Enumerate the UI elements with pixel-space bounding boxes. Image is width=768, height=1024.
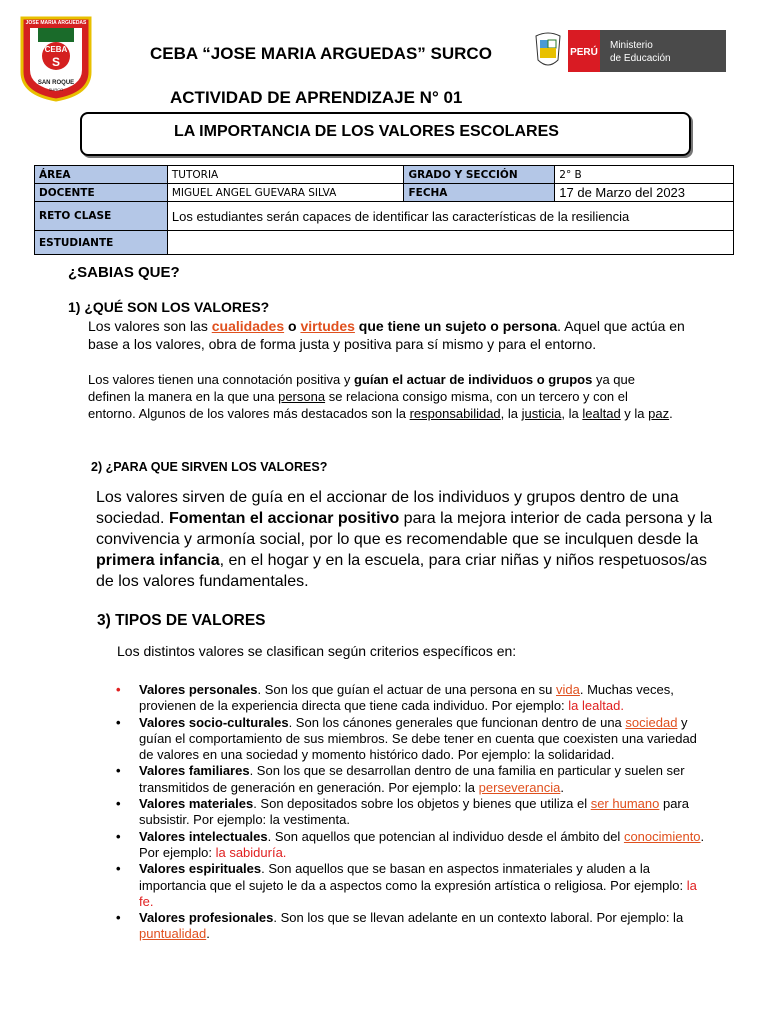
section1-paragraph1: Los valores son las cualidades o virtudes que tiene un sujeto o persona. Aquel que actúa en base a los valores, obra de forma justa y positiva para sí mismo y para el entorno. <box>88 318 685 352</box>
reto-label: RETO CLASE <box>35 202 168 231</box>
logo-sub-text: SURCO <box>48 87 64 92</box>
link-responsabilidad[interactable]: responsabilidad <box>409 406 501 421</box>
list-item: • Valores familiares. Son los que se desarrollan dentro de una familia en particular y suelen ser transmitidos de generación en generación. Por ejemplo: la perseverancia. <box>116 763 685 795</box>
ministry-logo <box>530 30 726 72</box>
school-logo <box>18 14 94 102</box>
area-label: ÁREA <box>35 166 168 184</box>
list-item: • Valores profesionales. Son los que se llevan adelante en un contexto laboral. Por ejemplo: la puntualidad. <box>116 910 684 942</box>
ministry-line2: de Educación <box>610 53 671 64</box>
link-perseverancia[interactable]: perseverancia <box>478 779 561 795</box>
peru-label: PERÚ <box>570 47 598 58</box>
list-item: • Valores espirituales. Son aquellos que se basan en aspectos inmateriales y aluden a la importancia que el sujeto le da a aspectos como la expresión artística o religiosa. Por ejemplo: la fe. <box>116 861 697 909</box>
section1-title: 1) ¿QUÉ SON LOS VALORES? <box>68 299 270 315</box>
link-vida[interactable]: vida <box>556 682 580 697</box>
section3-title: 3) TIPOS DE VALORES <box>97 612 266 629</box>
docente-value: MIGUEL ANGEL GUEVARA SILVA <box>167 184 404 202</box>
bullet-icon: • <box>116 828 121 844</box>
link-paz[interactable]: paz <box>648 406 670 421</box>
school-title: CEBA “JOSE MARIA ARGUEDAS” SURCO <box>150 44 492 63</box>
list-item: • Valores personales. Son los que guían el actuar de una persona en su vida. Muchas veces, provienen de la experiencia directa que tiene cada individuo. Por ejemplo: la lealtad. <box>116 682 674 714</box>
topic-title: LA IMPORTANCIA DE LOS VALORES ESCOLARES <box>174 123 559 140</box>
docente-label: DOCENTE <box>35 184 168 202</box>
link-lealtad[interactable]: lealtad <box>582 406 621 421</box>
logo-center-text: CEBA <box>44 45 68 54</box>
link-justicia[interactable]: justicia <box>521 406 562 421</box>
coat-of-arms-icon <box>536 33 560 65</box>
bullet-icon: • <box>116 796 121 812</box>
info-table <box>34 165 734 255</box>
grado-label: GRADO Y SECCIÓN <box>404 166 555 184</box>
section1-paragraph2: Los valores tienen una connotación positiva y guían el actuar de individuos o grupos ya que definen la manera en la que una persona se relaciona consigo misma, con un tercero y con el entorno. Algunos de los valores más destacados son la responsabilidad, la justicia, la lealtad y la paz. <box>88 372 673 421</box>
bullet-icon: • <box>116 682 121 697</box>
bullet-icon: • <box>116 714 121 730</box>
bullet-icon: • <box>116 763 121 779</box>
list-item: • Valores materiales. Son depositados sobre los objetos y bienes que utiliza el ser humano para subsistir. Por ejemplo: la vestimenta. <box>116 796 689 828</box>
link-puntualidad[interactable]: puntualidad <box>139 926 207 942</box>
topic-box <box>80 112 691 156</box>
grado-value: 2° B <box>555 166 734 184</box>
link-persona[interactable]: persona <box>278 389 326 404</box>
link-cualidades[interactable]: cualidades <box>211 318 285 334</box>
list-item: • Valores intelectuales. Son aquellos que potencian al individuo desde el ámbito del conocimiento. Por ejemplo: la sabiduría. <box>116 828 705 860</box>
section2-paragraph: Los valores sirven de guía en el accionar de los individuos y grupos dentro de una sociedad. Fomentan el accionar positivo para la mejora interior de cada persona y la convivencia y armonía social, por lo que es recomendable que se inculquen desde la primera infancia, en el hogar y en la escuela, para criar niñas y niños respetuosos/as de los valores fundamentales. <box>96 489 713 590</box>
fecha-value: 17 de Marzo del 2023 <box>555 184 734 202</box>
link-virtudes[interactable]: virtudes <box>300 318 355 334</box>
activity-title: ACTIVIDAD DE APRENDIZAJE N° 01 <box>170 88 463 107</box>
tipos-list <box>116 682 706 943</box>
estudiante-label: ESTUDIANTE <box>35 231 168 255</box>
estudiante-value[interactable] <box>167 231 733 255</box>
link-conocimiento[interactable]: conocimiento <box>623 828 701 844</box>
reto-value: Los estudiantes serán capaces de identificar las características de la resiliencia <box>167 202 733 231</box>
fecha-label: FECHA <box>404 184 555 202</box>
section2-title: 2) ¿PARA QUE SIRVEN LOS VALORES? <box>91 460 328 474</box>
svg-text:S: S <box>51 55 61 69</box>
area-value: TUTORIA <box>167 166 404 184</box>
list-item: • Valores socio-culturales. Son los cánones generales que funcionan dentro de una sociedad y guían el comportamiento de sus miembros. Se debe tener en cuenta que coexisten una variedad de valores en una sociedad y momento histórico dado. Por ejemplo: la solidaridad. <box>116 714 697 763</box>
link-ser-humano[interactable]: ser humano <box>590 796 660 812</box>
bullet-icon: • <box>116 861 121 877</box>
sabias-title: ¿SABIAS QUE? <box>68 264 180 281</box>
ministry-line1: Ministerio <box>610 40 653 51</box>
bullet-icon: • <box>116 910 121 926</box>
logo-top-text: JOSE MARIA ARGUEDAS <box>25 20 87 26</box>
link-sociedad[interactable]: sociedad <box>625 714 678 730</box>
logo-bottom-text: SAN ROQUE <box>37 80 75 86</box>
section3-intro: Los distintos valores se clasifican según criterios específicos en: <box>117 643 517 659</box>
